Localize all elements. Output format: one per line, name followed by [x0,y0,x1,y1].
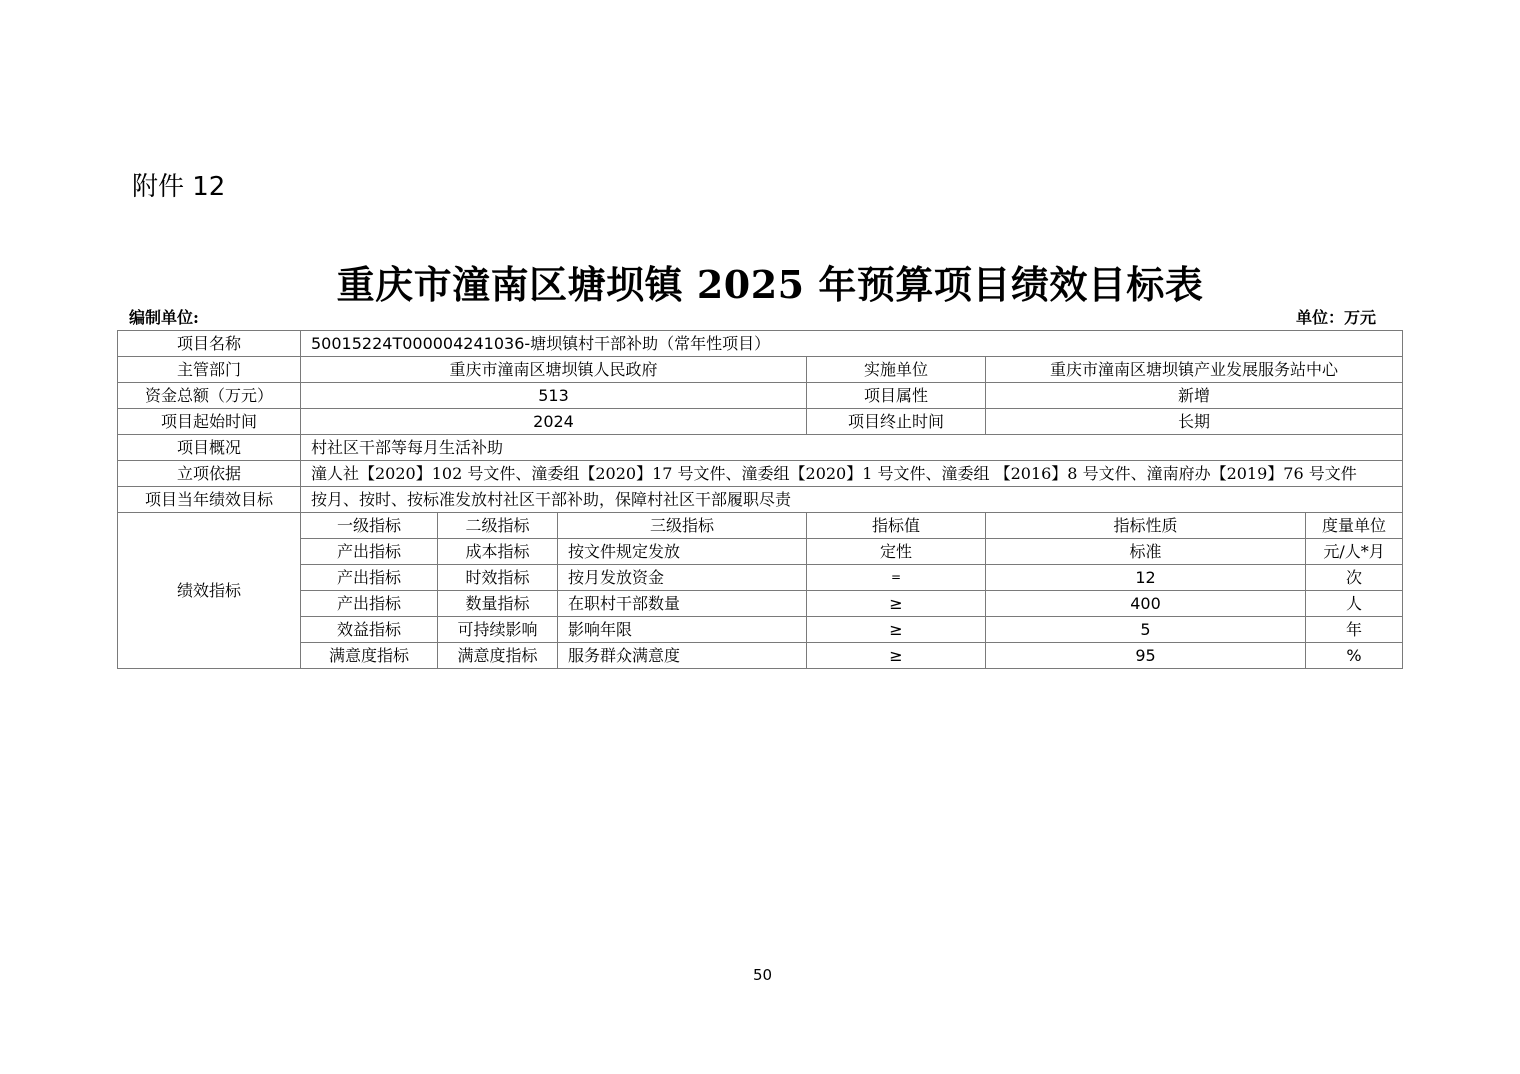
cell-unit: 年 [1306,617,1403,643]
header-level1: 一级指标 [301,513,438,539]
basis-label: 立项依据 [118,461,301,487]
cell-level3: 按文件规定发放 [558,539,807,565]
fund-label: 资金总额（万元） [118,383,301,409]
start-label: 项目起始时间 [118,409,301,435]
cell-unit: % [1306,643,1403,669]
page-title: 重庆市潼南区塘坝镇 2025 年预算项目绩效目标表 [336,262,1204,307]
cell-nature: 95 [986,643,1306,669]
basis-value: 潼人社【2020】102 号文件、潼委组【2020】17 号文件、潼委组【2020】1 号文件、潼委组 【2016】8 号文件、潼南府办【2019】76 号文件 [301,461,1403,487]
cell-unit: 元/人*月 [1306,539,1403,565]
end-label: 项目终止时间 [807,409,986,435]
cell-value: ≥ [807,617,986,643]
end-value: 长期 [986,409,1403,435]
row-time [118,409,1403,435]
row-overview [118,435,1403,461]
overview-label: 项目概况 [118,435,301,461]
table-row [118,539,1403,565]
indicators-label: 绩效指标 [118,513,301,669]
cell-level1: 产出指标 [301,539,438,565]
indicator-header-row [118,513,1403,539]
table-row [118,643,1403,669]
header-level2: 二级指标 [438,513,558,539]
goal-value: 按月、按时、按标准发放村社区干部补助，保障村社区干部履职尽责 [301,487,1403,513]
attachment-label: 附件 12 [132,172,226,202]
fund-value: 513 [301,383,807,409]
impl-label: 实施单位 [807,357,986,383]
dept-value: 重庆市潼南区塘坝镇人民政府 [301,357,807,383]
row-fund [118,383,1403,409]
row-goal [118,487,1403,513]
cell-value: = [807,565,986,591]
table-row [118,565,1403,591]
dept-label: 主管部门 [118,357,301,383]
performance-target-table [117,330,1403,669]
goal-label: 项目当年绩效目标 [118,487,301,513]
header-nature: 指标性质 [986,513,1306,539]
row-project-name [118,331,1403,357]
cell-value: 定性 [807,539,986,565]
cell-level2: 数量指标 [438,591,558,617]
cell-nature: 标准 [986,539,1306,565]
header-unit: 度量单位 [1306,513,1403,539]
row-department [118,357,1403,383]
table-row [118,617,1403,643]
cell-level1: 产出指标 [301,565,438,591]
project-name-value: 50015224T000004241036-塘坝镇村干部补助（常年性项目） [301,331,1403,357]
page-number: 50 [752,966,773,984]
cell-level3: 在职村干部数量 [558,591,807,617]
cell-nature: 5 [986,617,1306,643]
cell-level3: 按月发放资金 [558,565,807,591]
cell-unit: 次 [1306,565,1403,591]
header-value: 指标值 [807,513,986,539]
currency-unit-label: 单位：万元 [1296,308,1377,327]
row-basis [118,461,1403,487]
cell-level3: 服务群众满意度 [558,643,807,669]
cell-level3: 影响年限 [558,617,807,643]
attr-value: 新增 [986,383,1403,409]
overview-value: 村社区干部等每月生活补助 [301,435,1403,461]
compiling-unit-label: 编制单位: [129,308,199,327]
cell-value: ≥ [807,643,986,669]
cell-value: ≥ [807,591,986,617]
cell-level2: 可持续影响 [438,617,558,643]
attr-label: 项目属性 [807,383,986,409]
start-value: 2024 [301,409,807,435]
table-row [118,591,1403,617]
project-name-label: 项目名称 [118,331,301,357]
cell-level1: 效益指标 [301,617,438,643]
header-level3: 三级指标 [558,513,807,539]
impl-value: 重庆市潼南区塘坝镇产业发展服务站中心 [986,357,1403,383]
cell-level1: 产出指标 [301,591,438,617]
cell-level2: 满意度指标 [438,643,558,669]
cell-unit: 人 [1306,591,1403,617]
cell-level2: 成本指标 [438,539,558,565]
cell-nature: 400 [986,591,1306,617]
cell-level2: 时效指标 [438,565,558,591]
cell-nature: 12 [986,565,1306,591]
cell-level1: 满意度指标 [301,643,438,669]
